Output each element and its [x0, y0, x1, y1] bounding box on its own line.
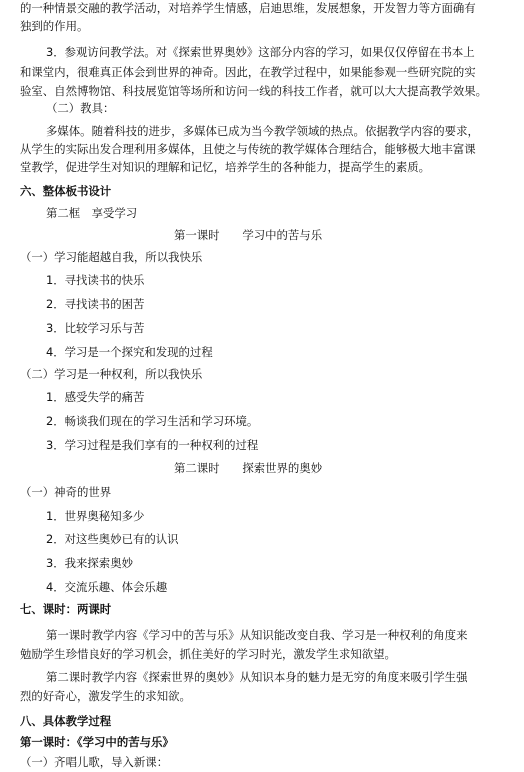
outline-item: （二）学习是一种权利，所以我快乐 — [20, 367, 203, 381]
text-line: 和课堂内，很难真正体会到世界的神奇。因此，在教学过程中，如果能参观一些研究院的实 — [20, 65, 476, 79]
outline-item: 2．对这些奥妙已有的认识 — [46, 532, 179, 546]
section-heading: （二）教具： — [46, 101, 115, 115]
text-line: 烈的好奇心，激发学生的求知欲。 — [20, 689, 191, 703]
outline-item: 4．交流乐趣、体会乐趣 — [46, 580, 168, 594]
outline-item: 1．寻找读书的快乐 — [46, 273, 145, 287]
outline-item: （一）学习能超越自我，所以我快乐 — [20, 250, 203, 264]
section-heading: 六、整体板书设计 — [20, 184, 112, 198]
outline-item: 3．比较学习乐与苦 — [46, 321, 145, 335]
outline-item: 2．畅谈我们现在的学习生活和学习环境。 — [46, 414, 259, 428]
section-heading: 八、具体教学过程 — [20, 714, 112, 728]
text-line: 勉励学生珍惜良好的学习机会，抓住美好的学习时光，激发学生求知欲望。 — [20, 647, 396, 661]
text-line: 的一种情景交融的教学活动，对培养学生情感，启迪思维，发展想象，开发智力等方面确有 — [20, 1, 476, 15]
lesson-title: 第二课时 探索世界的奥妙 — [174, 461, 323, 475]
outline-item: 4．学习是一个探究和发现的过程 — [46, 345, 213, 359]
text-line: 第二课时教学内容《探索世界的奥妙》从知识本身的魅力是无穷的角度来吸引学生强 — [46, 670, 468, 684]
text-line: 第一课时教学内容《学习中的苦与乐》从知识能改变自我、学习是一种权利的角度来 — [46, 628, 468, 642]
outline-item: 3．我来探索奥妙 — [46, 556, 133, 570]
text-line: 验室、自然博物馆、科技展览馆等场所和访问一线的科技工作者，就可以大大提高教学效果。 — [20, 84, 488, 98]
section-heading: 七、课时：两课时 — [20, 602, 112, 616]
outline-item: 3．学习过程是我们享有的一种权利的过程 — [46, 438, 259, 452]
outline-item: （一）神奇的世界 — [20, 485, 112, 499]
text-line: 独到的作用。 — [20, 19, 89, 33]
text-line: 从学生的实际出发合理利用多媒体，且使之与传统的教学媒体合理结合，能够极大地丰富课 — [20, 142, 476, 156]
text-line: 3．参观访问教学法。对《探索世界奥妙》这部分内容的学习，如果仅仅停留在书本上 — [46, 45, 475, 59]
lesson-title: 第一课时 学习中的苦与乐 — [174, 228, 323, 242]
text-line: 多媒体。随着科技的进步，多媒体已成为当今教学领域的热点。依据教学内容的要求， — [46, 124, 479, 138]
subsection-heading: 第一课时：《学习中的苦与乐》 — [20, 735, 174, 749]
text-line: （一）齐唱儿歌，导入新课： — [20, 755, 169, 769]
text-line: 堂教学，促进学生对知识的理解和记忆，培养学生的各种能力，提高学生的素质。 — [20, 160, 431, 174]
text-line: 第二框 享受学习 — [46, 206, 138, 220]
outline-item: 2．寻找读书的困苦 — [46, 297, 145, 311]
outline-item: 1．世界奥秘知多少 — [46, 509, 145, 523]
outline-item: 1．感受失学的痛苦 — [46, 390, 145, 404]
